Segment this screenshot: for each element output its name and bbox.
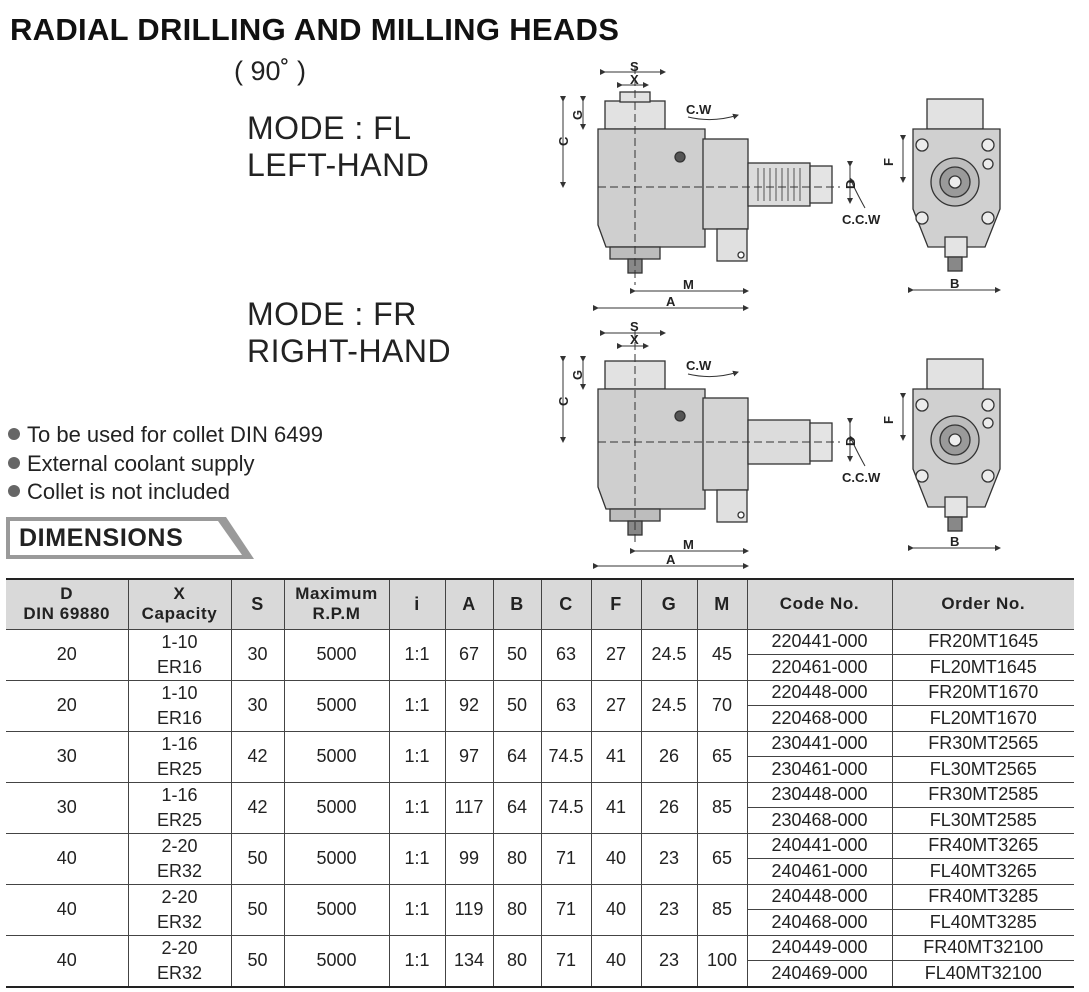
fr-dim-b: B [950,534,960,549]
fl-dim-a: A [666,294,676,309]
fl-dim-d: D [843,179,858,189]
cell-s: 42 [231,782,284,833]
dimensions-table [6,578,1074,988]
cell-order-no: FR20MT1670 [892,680,1074,706]
fr-dim-f: F [881,416,896,424]
cell-rpm: 5000 [284,833,389,884]
cell-b: 64 [493,782,541,833]
cell-s: 30 [231,629,284,680]
cell-g: 23 [641,833,697,884]
cell-d: 40 [6,833,128,884]
cell-a: 119 [445,884,493,935]
cell-s: 30 [231,680,284,731]
cell-d: 40 [6,935,128,987]
cell-f: 40 [591,833,641,884]
capacity-range: 1-16 [161,733,198,754]
cell-order-no: FL30MT2585 [892,808,1074,834]
fr-dim-g: G [570,369,585,380]
capacity-collet: ER25 [156,809,203,830]
cell-a: 134 [445,935,493,987]
mode-fl-block [247,110,429,184]
fr-dim-m: M [683,537,694,552]
header-c: C [541,579,591,629]
cell-b: 64 [493,731,541,782]
cell-a: 92 [445,680,493,731]
fr-front-view [913,359,1000,531]
cell-i: 1:1 [389,731,445,782]
fl-side-view [598,66,840,285]
cell-order-no: FL40MT3265 [892,859,1074,885]
cell-m: 65 [697,731,747,782]
cell-code-no: 240449-000 [747,935,892,961]
cell-a: 117 [445,782,493,833]
table-body [6,629,1074,987]
note-item: To be used for collet DIN 6499 [8,421,323,450]
cell-s: 50 [231,833,284,884]
cell-order-no: FR40MT3285 [892,884,1074,910]
table-row [6,935,1074,961]
capacity-range: 1-10 [161,631,198,652]
technical-drawings [545,56,1015,571]
cell-b: 80 [493,935,541,987]
capacity-collet: ER32 [156,860,203,881]
fr-dim-a: A [666,552,676,567]
bullet-icon [8,457,20,469]
mode-fl-label: MODE : FL [247,110,412,146]
fl-dim-f: F [881,158,896,166]
capacity-collet: ER25 [156,758,203,779]
fr-dim-d: D [843,436,858,446]
cell-capacity [128,629,231,680]
cell-s: 50 [231,884,284,935]
capacity-collet: ER32 [156,962,203,983]
cell-code-no: 220448-000 [747,680,892,706]
cell-capacity [128,731,231,782]
header-m: M [697,579,747,629]
fl-dim-x: X [630,72,639,87]
table-row [6,833,1074,859]
cell-g: 24.5 [641,680,697,731]
cell-a: 67 [445,629,493,680]
cell-code-no: 240461-000 [747,859,892,885]
capacity-collet: ER16 [156,707,203,728]
header-d: D DIN 69880 [6,579,128,629]
cell-c: 74.5 [541,731,591,782]
cell-capacity [128,884,231,935]
mode-fr-block [247,296,451,370]
cell-s: 50 [231,935,284,987]
fr-dim-x: X [630,332,639,347]
header-code: Code No. [747,579,892,629]
bullet-icon [8,485,20,497]
cell-code-no: 230461-000 [747,757,892,783]
cell-capacity [128,833,231,884]
dimensions-title: DIMENSIONS [19,524,184,552]
cell-code-no: 230448-000 [747,782,892,808]
cell-capacity [128,680,231,731]
feature-notes [8,421,323,507]
fl-dim-c: C [556,136,571,146]
cell-c: 63 [541,629,591,680]
angle-subtitle: ( 90˚ ) [234,56,307,86]
cell-capacity [128,782,231,833]
cell-f: 40 [591,884,641,935]
table-row [6,731,1074,757]
cell-i: 1:1 [389,884,445,935]
cell-m: 85 [697,884,747,935]
cell-rpm: 5000 [284,935,389,987]
header-a: A [445,579,493,629]
cell-order-no: FR20MT1645 [892,629,1074,655]
cell-code-no: 220441-000 [747,629,892,655]
cell-order-no: FR30MT2585 [892,782,1074,808]
cell-order-no: FL40MT32100 [892,961,1074,987]
fr-side-view [598,330,840,545]
cell-f: 40 [591,935,641,987]
cell-b: 80 [493,833,541,884]
table-row [6,884,1074,910]
table-row [6,680,1074,706]
capacity-collet: ER32 [156,911,203,932]
cell-g: 23 [641,935,697,987]
cell-d: 20 [6,629,128,680]
table-row [6,629,1074,655]
mode-fr-hand: RIGHT-HAND [247,333,452,369]
cell-order-no: FL40MT3285 [892,910,1074,936]
cell-g: 23 [641,884,697,935]
cell-i: 1:1 [389,782,445,833]
cell-c: 71 [541,935,591,987]
cell-c: 71 [541,833,591,884]
cell-b: 50 [493,680,541,731]
cell-i: 1:1 [389,629,445,680]
cell-f: 41 [591,782,641,833]
cell-order-no: FL30MT2565 [892,757,1074,783]
table-row [6,782,1074,808]
table-header-row [6,579,1074,629]
cell-a: 97 [445,731,493,782]
fl-dim-g: G [570,109,585,120]
cell-code-no: 240468-000 [747,910,892,936]
cell-code-no: 220468-000 [747,706,892,732]
fr-rotation-cw: C.W [686,358,712,373]
fr-dim-c: C [556,396,571,406]
page-title: RADIAL DRILLING AND MILLING HEADS [10,12,620,47]
cell-a: 99 [445,833,493,884]
cell-i: 1:1 [389,680,445,731]
header-order: Order No. [892,579,1074,629]
fl-rotation-ccw: C.C.W [842,212,881,227]
cell-rpm: 5000 [284,731,389,782]
capacity-range: 1-10 [161,682,198,703]
bullet-icon [8,428,20,440]
cell-d: 40 [6,884,128,935]
cell-d: 20 [6,680,128,731]
header-i: i [389,579,445,629]
header-f: F [591,579,641,629]
cell-m: 85 [697,782,747,833]
cell-i: 1:1 [389,935,445,987]
note-item: External coolant supply [8,450,323,479]
header-g: G [641,579,697,629]
cell-m: 70 [697,680,747,731]
cell-rpm: 5000 [284,629,389,680]
cell-b: 80 [493,884,541,935]
cell-code-no: 220461-000 [747,655,892,681]
cell-b: 50 [493,629,541,680]
cell-g: 24.5 [641,629,697,680]
capacity-range: 2-20 [161,886,198,907]
fl-dim-b: B [950,276,960,291]
mode-fl-hand: LEFT-HAND [247,147,430,183]
cell-c: 63 [541,680,591,731]
cell-f: 41 [591,731,641,782]
header-b: B [493,579,541,629]
cell-code-no: 240448-000 [747,884,892,910]
cell-c: 74.5 [541,782,591,833]
capacity-range: 2-20 [161,835,198,856]
cell-rpm: 5000 [284,884,389,935]
cell-capacity [128,935,231,987]
capacity-range: 2-20 [161,937,198,958]
cell-code-no: 230441-000 [747,731,892,757]
cell-s: 42 [231,731,284,782]
header-s: S [231,579,284,629]
capacity-range: 1-16 [161,784,198,805]
cell-order-no: FR30MT2565 [892,731,1074,757]
dimensions-banner [6,517,254,559]
cell-code-no: 240469-000 [747,961,892,987]
fl-front-view [913,99,1000,271]
cell-m: 45 [697,629,747,680]
cell-order-no: FL20MT1670 [892,706,1074,732]
cell-i: 1:1 [389,833,445,884]
cell-code-no: 240441-000 [747,833,892,859]
cell-d: 30 [6,731,128,782]
cell-code-no: 230468-000 [747,808,892,834]
fl-rotation-cw: C.W [686,102,712,117]
cell-order-no: FR40MT32100 [892,935,1074,961]
cell-f: 27 [591,680,641,731]
cell-order-no: FL20MT1645 [892,655,1074,681]
cell-order-no: FR40MT3265 [892,833,1074,859]
header-rpm: Maximum R.P.M [284,579,389,629]
cell-m: 65 [697,833,747,884]
cell-f: 27 [591,629,641,680]
note-item: Collet is not included [8,478,323,507]
mode-fr-label: MODE : FR [247,296,417,332]
cell-rpm: 5000 [284,782,389,833]
cell-rpm: 5000 [284,680,389,731]
cell-g: 26 [641,782,697,833]
fl-dim-s: S [630,59,639,74]
header-x: X Capacity [128,579,231,629]
fr-dim-s: S [630,319,639,334]
cell-c: 71 [541,884,591,935]
capacity-collet: ER16 [156,656,203,677]
fr-rotation-ccw: C.C.W [842,470,881,485]
cell-g: 26 [641,731,697,782]
cell-d: 30 [6,782,128,833]
fl-dim-m: M [683,277,694,292]
cell-m: 100 [697,935,747,987]
